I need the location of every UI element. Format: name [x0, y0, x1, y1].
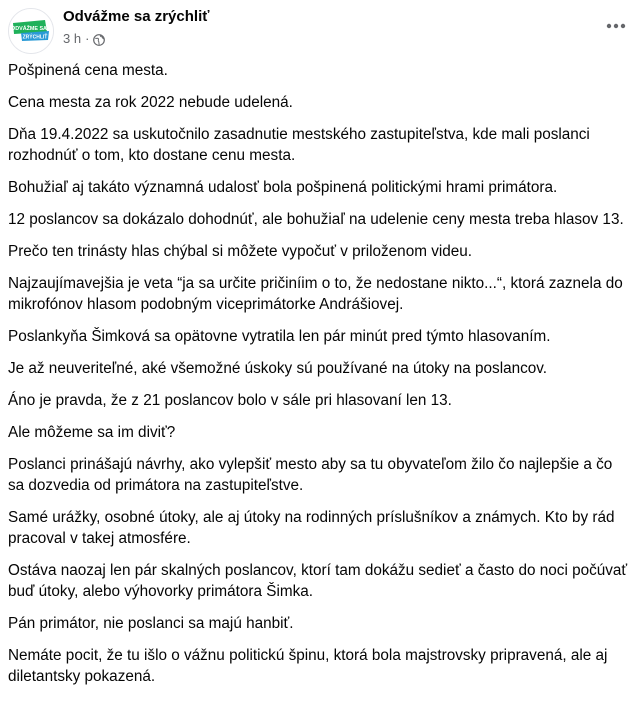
post-paragraph: Dňa 19.4.2022 sa uskutočnilo zasadnutie mestského zastupiteľstva, kde mali poslanci rozhodnúť o tom, kto dostane cenu mesta.	[8, 126, 590, 164]
post-paragraph: Ale môžeme sa im diviť?	[8, 424, 176, 441]
post-paragraph: Pán primátor, nie poslanci sa majú hanbiť.	[8, 615, 294, 632]
post-meta	[63, 30, 105, 48]
page-name[interactable]: Odvážme sa zrýchliť	[63, 8, 210, 25]
post-body	[8, 60, 632, 698]
post-header	[0, 0, 640, 60]
post-paragraph: Najzaujímavejšia je veta “ja sa určite pričiníim o to, že nedostane nikto...“, ktorá zaznela do mikrofónov hlasom podobným viceprimátorke Andrášiovej.	[8, 275, 623, 313]
post-time[interactable]: 3 h	[63, 31, 82, 46]
post-paragraph: Samé urážky, osobné útoky, ale aj útoky na rodinných príslušníkov a známych. Kto by rád pracoval v takej atmosfére.	[8, 509, 615, 547]
post-paragraph: Prečo ten trinásty hlas chýbal si môžete vypočuť v priloženom videu.	[8, 243, 473, 260]
meta-separator: ·	[85, 31, 90, 46]
post-paragraph: Nemáte pocit, že tu išlo o vážnu politickú špinu, ktorá bola majstrovsky pripravená, ale aj diletantsky pokazená.	[8, 647, 608, 685]
avatar-text-line2: ZRÝCHLIŤ	[22, 34, 48, 41]
avatar-text-line1: ODVÁŽME SA	[11, 26, 47, 32]
more-icon	[606, 23, 626, 29]
page-logo	[9, 9, 53, 53]
post-paragraph: Poslanci prinášajú návrhy, ako vylepšiť mesto aby sa tu obyvateľom žilo čo najlepšie a čo sa dozvedia od primátora na zastupiteľstve.	[8, 456, 613, 494]
page-avatar[interactable]	[8, 8, 54, 54]
post-paragraph: Áno je pravda, že z 21 poslancov bolo v sále pri hlasovaní len 13.	[8, 392, 452, 409]
more-options-button[interactable]	[602, 12, 630, 40]
globe-icon[interactable]	[93, 33, 105, 45]
post-paragraph: 12 poslancov sa dokázalo dohodnúť, ale bohužiaľ na udelenie ceny mesta treba hlasov 13.	[8, 211, 624, 228]
post-paragraph: Ostáva naozaj len pár skalných poslancov, ktorí tam dokážu sedieť a často do noci počúvať buď útoky, alebo výhovorky primátora Šimka.	[8, 562, 628, 600]
post-paragraph: Je až neuveriteľné, aké všemožné úskoky sú používané na útoky na poslancov.	[8, 360, 548, 377]
post-paragraph: Pošpinená cena mesta.	[8, 62, 168, 79]
post-paragraph: Bohužiaľ aj takáto významná udalosť bola pošpinená politickými hrami primátora.	[8, 179, 558, 196]
post-paragraph: Poslankyňa Šimková sa opätovne vytratila len pár minút pred týmto hlasovaním.	[8, 328, 551, 345]
post-paragraph: Cena mesta za rok 2022 nebude udelená.	[8, 94, 293, 111]
